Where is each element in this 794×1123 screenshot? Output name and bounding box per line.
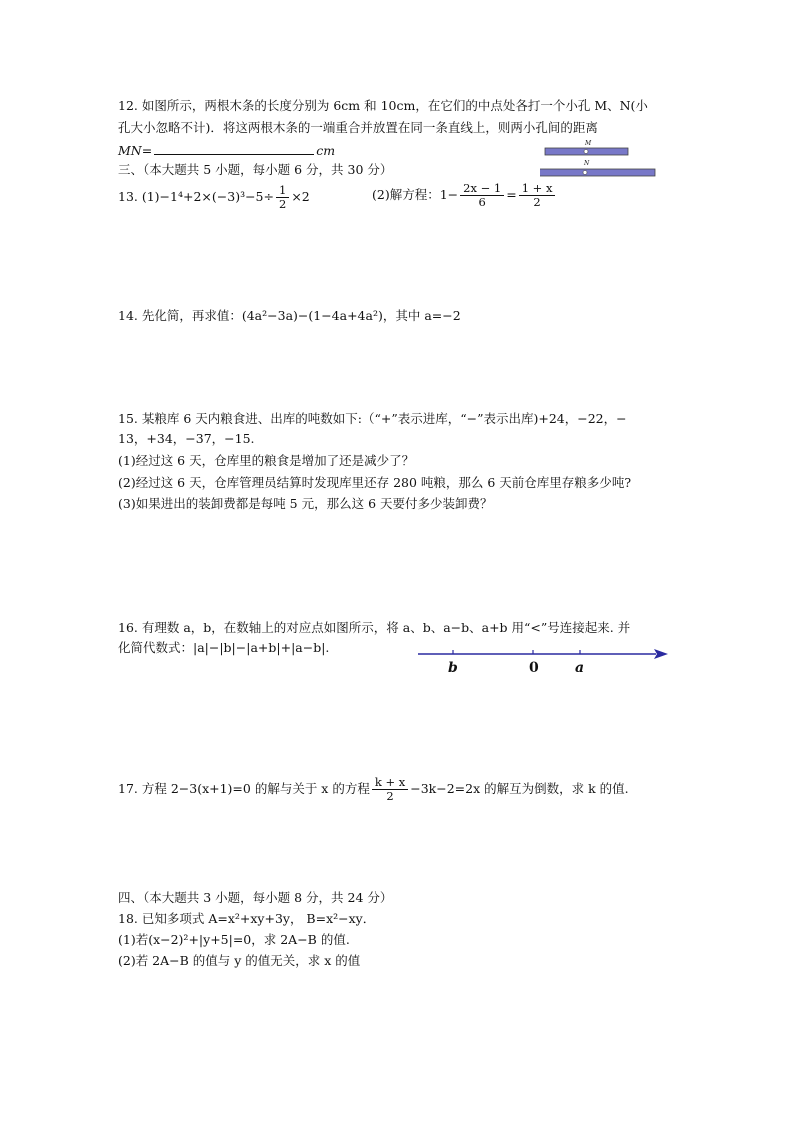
q13-part1-suffix: ×2 — [291, 189, 310, 204]
q12-line2: 孔大小忽略不计)．将这两根木条的一端重合并放置在同一条直线上，则两小孔间的距离 — [118, 120, 598, 135]
q17-fraction — [372, 776, 408, 803]
section4-heading: 四、（本大题共 3 小题，每小题 8 分，共 24 分） — [118, 890, 393, 905]
q13-part1 — [118, 184, 310, 211]
q12-line3 — [118, 142, 335, 159]
section3-heading: 三、（本大题共 5 小题，每小题 6 分，共 30 分） — [118, 162, 393, 177]
q13-part1-prefix: 13. (1)−1⁴+2×(−3)³−5÷ — [118, 189, 274, 204]
q17-suffix: −3k−2=2x 的解互为倒数，求 k 的值. — [410, 781, 629, 796]
q15-line5: (3)如果进出的装卸费都是每吨 5 元，那么这 6 天要付多少装卸费？ — [118, 496, 493, 511]
sticks-figure — [540, 138, 660, 183]
q15-line4: (2)经过这 6 天，仓库管理员结算时发现库里还存 280 吨粮，那么 6 天前仓库里存粮多少吨? — [118, 475, 632, 490]
q15-line3: (1)经过这 6 天，仓库里的粮食是增加了还是减少了？ — [118, 453, 415, 468]
axis-label-0: 0 — [529, 660, 539, 676]
q17-prefix: 17. 方程 2−3(x+1)=0 的解与关于 x 的方程 — [118, 781, 370, 796]
q13-part2 — [372, 182, 557, 209]
q15-line1: 15. 某粮库 6 天内粮食进、出库的吨数如下:（“+”表示进库，“−”表示出库)+24，−22，− — [118, 411, 627, 426]
q13-frac1-den: 6 — [478, 195, 486, 209]
number-line — [410, 640, 672, 680]
hole-m — [584, 150, 588, 154]
axis-label-a: a — [575, 660, 585, 676]
q18-line1: 18. 已知多项式 A=x²+xy+3y， B=x²−xy． — [118, 911, 376, 926]
long-stick — [540, 169, 655, 176]
q13-frac2-num: 1 + x — [519, 182, 556, 196]
q17-frac-num: k + x — [372, 776, 408, 790]
label-m: M — [585, 140, 592, 147]
hole-n — [583, 171, 587, 175]
axis-arrow-icon — [654, 649, 668, 659]
q12-answer-prefix: MN= — [118, 143, 153, 158]
q13-fraction — [276, 184, 289, 211]
q13-frac2-den: 2 — [533, 195, 541, 209]
q13-frac1 — [460, 182, 504, 209]
q13-frac1-num: 2x − 1 — [460, 182, 504, 196]
q17-frac-den: 2 — [386, 789, 394, 803]
q14-text: 14. 先化简，再求值：(4a²−3a)−(1−4a+4a²)，其中 a=−2 — [118, 308, 461, 323]
q17-text — [118, 776, 629, 803]
label-n: N — [584, 160, 590, 167]
q13-part2-prefix: (2)解方程：1− — [372, 187, 459, 202]
q13-frac-den: 2 — [279, 197, 287, 211]
q16-line2: 化简代数式：|a|−|b|−|a+b|+|a−b|. — [118, 640, 330, 655]
q13-frac2 — [519, 182, 556, 209]
q13-frac-num: 1 — [276, 184, 289, 198]
q13-equals: = — [506, 187, 517, 202]
q16-line1: 16. 有理数 a，b，在数轴上的对应点如图所示，将 a、b、a−b、a+b 用“<”号连接起来. 并 — [118, 620, 631, 635]
q12-answer-blank — [154, 142, 314, 155]
axis-label-b: b — [448, 660, 458, 676]
q15-line2: 13，+34，−37，−15. — [118, 431, 255, 446]
q12-answer-unit: cm — [316, 143, 336, 158]
q18-line3: (2)若 2A−B 的值与 y 的值无关，求 x 的值 — [118, 953, 361, 968]
q12-line1: 12. 如图所示，两根木条的长度分别为 6cm 和 10cm，在它们的中点处各打一个小孔 M、N(小 — [118, 98, 648, 113]
q18-line2: (1)若(x−2)²+|y+5|=0，求 2A−B 的值. — [118, 932, 350, 947]
